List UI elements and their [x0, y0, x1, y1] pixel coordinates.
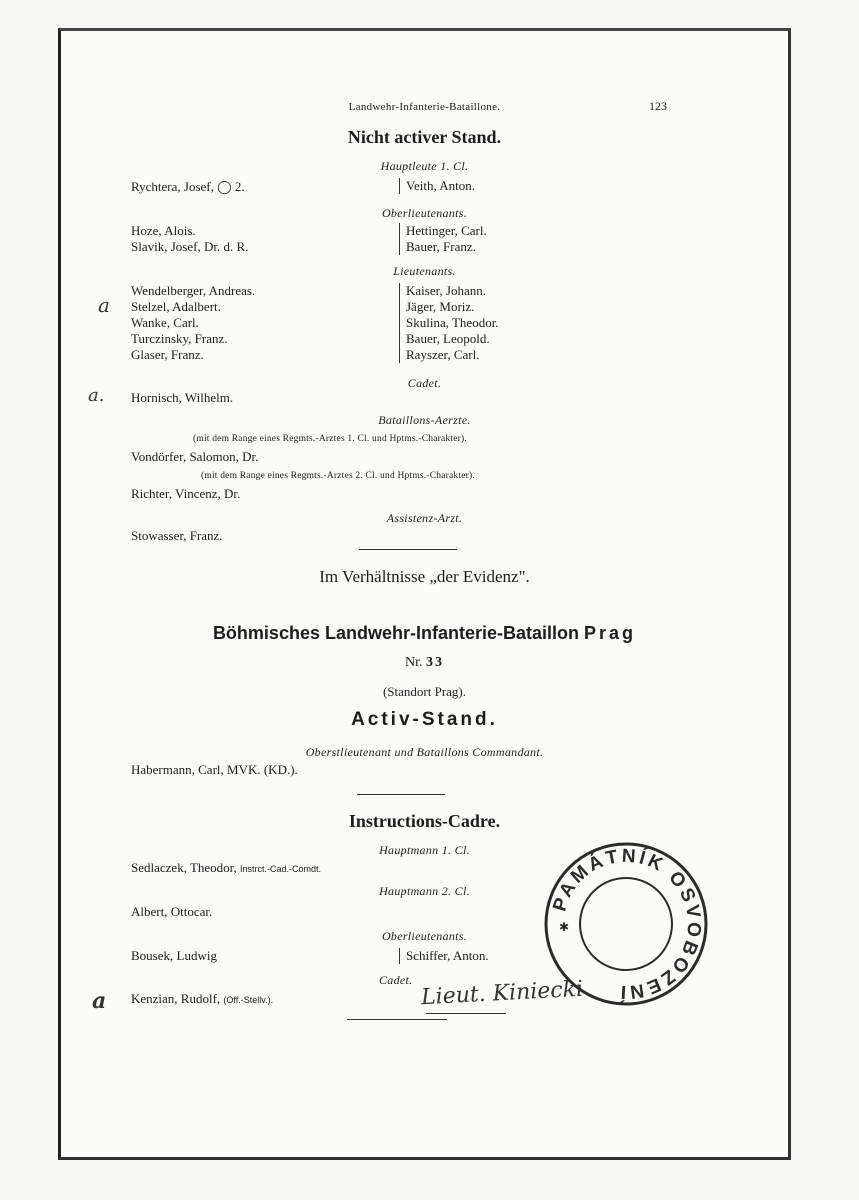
name-veith: Veith, Anton.	[406, 178, 475, 193]
rank-cadet: Cadet.	[407, 376, 442, 390]
list-item: Rayszer, Carl.	[406, 347, 480, 362]
divider	[357, 794, 445, 795]
list-item: Kaiser, Johann.	[406, 283, 486, 298]
note-aerzte-2: (mit dem Range eines Regmts.-Arztes 2. Cl. und Hptms.-Charakter).	[201, 471, 475, 481]
rank-cadre-cadet: Cadet.	[379, 973, 413, 987]
bataillon-name: Böhmisches Landwehr-Infanterie-Bataillon	[212, 623, 579, 643]
name-sedlaczek	[131, 860, 321, 876]
name-vondoerfer: Vondörfer, Salomon, Dr.	[131, 449, 259, 464]
evidenz-title: Im Verhältnisse „der Evidenz".	[319, 567, 530, 586]
nr-label: Nr.	[405, 655, 423, 670]
name-rychtera: Rychtera, Josef, ◯ 2.	[131, 179, 245, 194]
name-stowasser: Stowasser, Franz.	[131, 528, 223, 543]
svg-text:PAMÁTNÍK OSVOBOZENÍ: PAMÁTNÍK OSVOBOZENÍ	[549, 845, 705, 1003]
nr-value: 33	[426, 655, 444, 670]
standort: (Standort Prag).	[382, 684, 467, 699]
stamp-seal-icon	[541, 839, 711, 1009]
bataillon-city: Prag	[584, 623, 637, 643]
divider	[359, 549, 457, 550]
rank-hauptmann-2: Hauptmann 2. Cl.	[379, 884, 470, 898]
rank-aerzte: Bataillons-Aerzte.	[378, 413, 471, 427]
list-item: Hettinger, Carl.	[406, 223, 487, 238]
rank-hauptleute: Hauptleute 1. Cl.	[380, 159, 469, 173]
list-item: Turczinsky, Franz.	[131, 331, 228, 346]
svg-text:✱: ✱	[559, 920, 570, 934]
note-aerzte-1: (mit dem Range eines Regmts.-Arztes 1. Cl. und Hptms.-Charakter).	[193, 434, 467, 444]
list-item: Glaser, Franz.	[131, 347, 204, 362]
right-cadre-oberlieutenants	[399, 948, 489, 964]
list-item: Jäger, Moriz.	[406, 299, 475, 314]
rank-oberlieutenants: Oberlieutenants.	[381, 206, 468, 220]
left-lieutenants	[131, 283, 255, 363]
sedlaczek-note: Instrct.-Cad.-Comdt.	[239, 864, 322, 874]
rank-cadre-oberlieutenants: Oberlieutenants.	[381, 929, 468, 943]
document-frame	[58, 28, 791, 1160]
right-lieutenants	[399, 283, 499, 363]
rank-lieutenants: Lieutenants.	[393, 264, 456, 278]
divider	[347, 1019, 447, 1020]
margin-mark-kenzian: a	[92, 988, 107, 1014]
left-oberlieutenants	[131, 223, 248, 255]
kenzian-name: Kenzian, Rudolf,	[131, 991, 221, 1006]
list-item: Hoze, Alois.	[131, 223, 196, 238]
activ-title: Activ-Stand.	[351, 709, 498, 730]
nicht-activ-title: Nicht activer Stand.	[347, 127, 502, 147]
name-kenzian	[131, 991, 273, 1007]
name-bousek: Bousek, Ludwig	[131, 948, 217, 963]
sedlaczek-name: Sedlaczek, Theodor,	[131, 860, 237, 875]
list-item: Slavik, Josef, Dr. d. R.	[131, 239, 249, 254]
name-hornisch: Hornisch, Wilhelm.	[131, 390, 234, 405]
rank-hauptmann-1: Hauptmann 1. Cl.	[379, 843, 470, 857]
list-item: Bauer, Franz.	[406, 239, 476, 254]
list-item: Wanke, Carl.	[131, 315, 199, 330]
signature-underline	[426, 1013, 506, 1014]
margin-mark-stelzel: a	[98, 293, 110, 317]
stamp	[541, 839, 711, 1009]
right-oberlieutenants	[399, 223, 487, 255]
page-number: 123	[649, 99, 667, 113]
margin-mark-hornisch: a.	[88, 385, 105, 406]
right-hauptleute	[399, 178, 475, 194]
name-habermann: Habermann, Carl, MVK. (KD.).	[131, 762, 298, 777]
name-albert: Albert, Ottocar.	[131, 904, 213, 919]
bataillon-nr	[61, 655, 788, 671]
name-richter: Richter, Vincenz, Dr.	[131, 486, 241, 501]
signature: Lieut. Kiniecki	[420, 976, 584, 1011]
rank-assistenz: Assistenz-Arzt.	[386, 511, 463, 525]
list-item: Wendelberger, Andreas.	[131, 283, 256, 298]
kenzian-note: (Off.-Stellv.).	[223, 995, 274, 1005]
cadre-title: Instructions-Cadre.	[348, 811, 501, 831]
list-item: Stelzel, Adalbert.	[131, 299, 221, 314]
rank-oberstlieutenant: Oberstlieutenant und Bataillons Commandant.	[305, 745, 544, 759]
running-title: Landwehr-Infanterie-Bataillone.	[348, 101, 501, 113]
list-item: Skulina, Theodor.	[406, 315, 499, 330]
bataillon-title	[61, 623, 788, 644]
name-schiffer: Schiffer, Anton.	[406, 948, 489, 963]
list-item: Bauer, Leopold.	[406, 331, 490, 346]
